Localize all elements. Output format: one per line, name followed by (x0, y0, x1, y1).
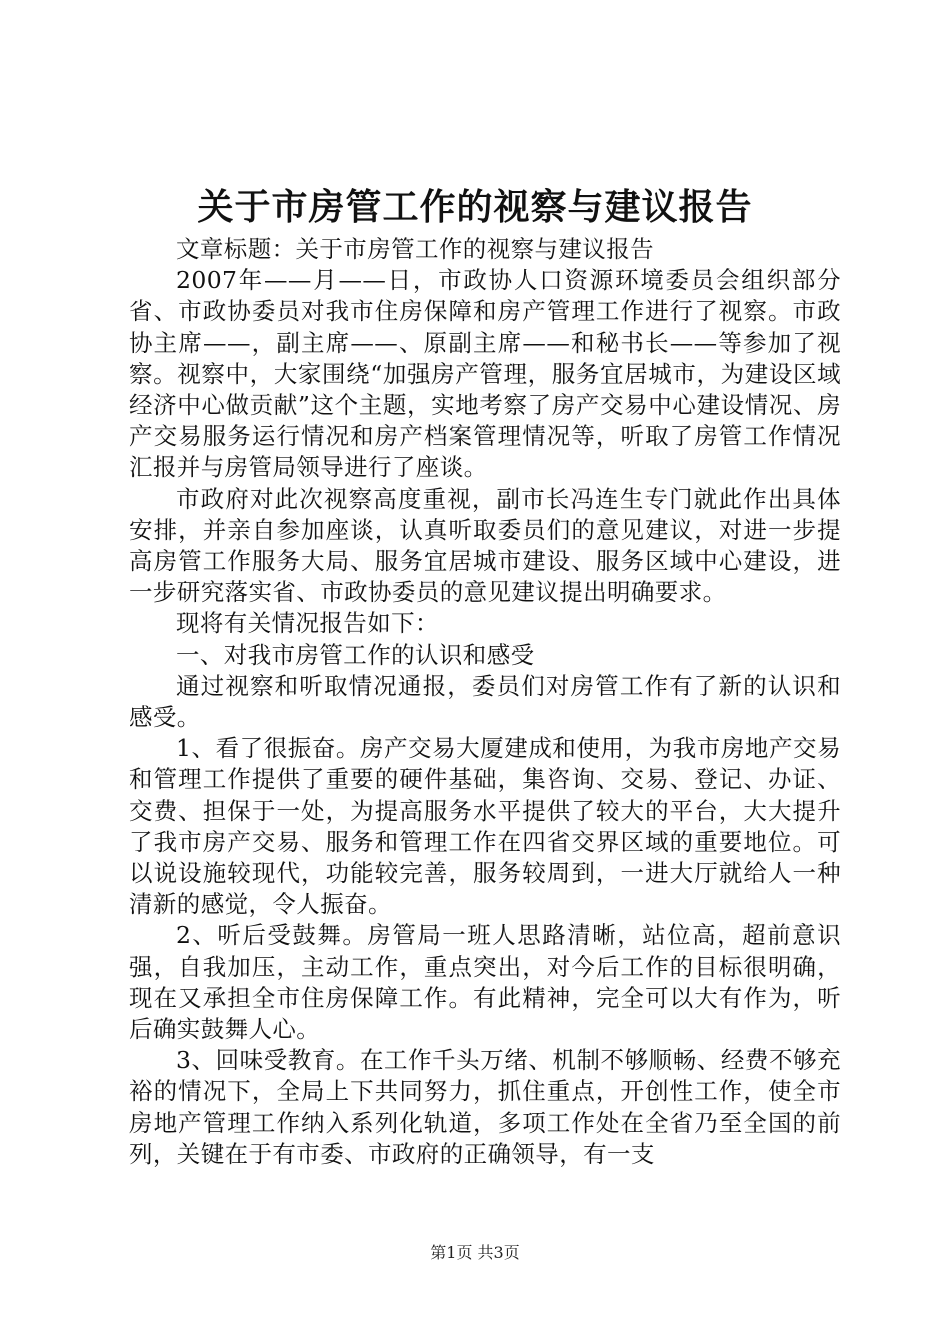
paragraph-intro: 2007年——月——日，市政协人口资源环境委员会组织部分省、市政协委员对我市住房保障和房产管理工作进行了视察。市政协主席——，副主席——、原副主席——和秘书长——等参加了视察。视察中，大家围绕“加强房产管理，服务宜居城市，为建设区域经济中心做贡献”这个主题，实地考察了房产交易中心建设情况、房产交易服务运行情况和房产档案管理情况等，听取了房管工作情况汇报并与房管局领导进行了座谈。 (129, 266, 841, 482)
article-title-line: 文章标题：关于市房管工作的视察与建议报告 (176, 235, 654, 263)
document-title: 关于市房管工作的视察与建议报告 (197, 187, 753, 228)
section-heading-1: 一、对我市房管工作的认识和感受 (176, 640, 535, 669)
paragraph-item-1: 1、看了很振奋。房产交易大厦建成和使用，为我市房地产交易和管理工作提供了重要的硬件基础，集咨询、交易、登记、办证、交费、担保于一处，为提高服务水平提供了较大的平台，大大提升了我市房产交易、服务和管理工作在四省交界区域的重要地位。可以说设施较现代，功能较完善，服务较周到，一进大厅就给人一种清新的感觉，令人振奋。 (129, 734, 841, 919)
page-footer: 第1页 共3页 (430, 1243, 520, 1262)
document-body (129, 234, 841, 1170)
paragraph-section-1-intro: 通过视察和听取情况通报，委员们对房管工作有了新的认识和感受。 (129, 671, 841, 732)
paragraph-item-2: 2、听后受鼓舞。房管局一班人思路清晰，站位高，超前意识强，自我加压，主动工作，重点突出，对今后工作的目标很明确，现在又承担全市住房保障工作。有此精神，完全可以大有作为，听后确实鼓舞人心。 (129, 921, 841, 1044)
paragraph-report-lead: 现将有关情况报告如下： (176, 609, 439, 638)
paragraph-government: 市政府对此次视察高度重视，副市长冯连生专门就此作出具体安排，并亲自参加座谈，认真听取委员们的意见建议，对进一步提高房管工作服务大局、服务宜居城市建设、服务区域中心建设，进一步研究落实省、市政协委员的意见建议提出明确要求。 (129, 484, 841, 607)
paragraph-item-3: 3、回味受教育。在工作千头万绪、机制不够顺畅、经费不够充裕的情况下，全局上下共同努力，抓住重点，开创性工作，使全市房地产管理工作纳入系列化轨道，多项工作处在全省乃至全国的前列，关键在于有市委、市政府的正确领导，有一支 (129, 1046, 841, 1168)
